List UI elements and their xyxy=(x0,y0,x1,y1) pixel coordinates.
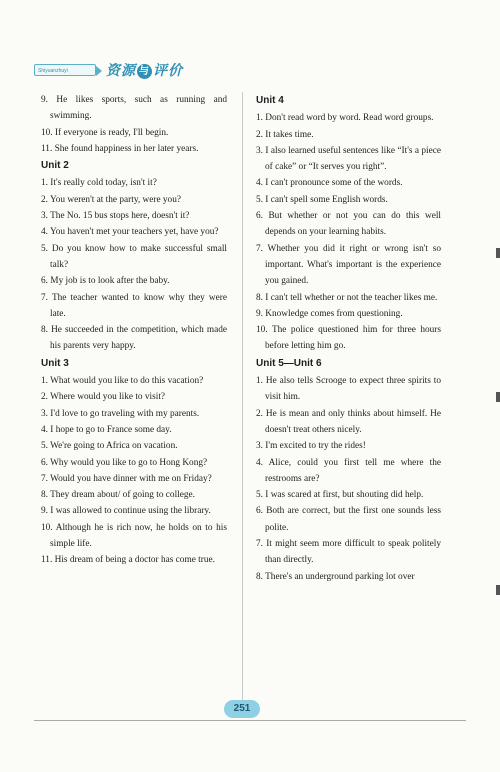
list-item: 4. I hope to go to France some day. xyxy=(41,424,172,435)
title-left: 资源 xyxy=(106,63,136,79)
list-item: 7. Would you have dinner with me on Friday? xyxy=(41,473,212,484)
list-item: 5. Do you know how to make successful small talk? xyxy=(41,243,227,270)
list-item: 9. I was allowed to continue using the library. xyxy=(41,506,211,517)
section-heading: Unit 2 xyxy=(41,160,69,172)
list-item: 7. It might seem more difficult to speak politely than directly. xyxy=(256,539,441,566)
page-header xyxy=(34,58,194,82)
list-item: 11. His dream of being a doctor has come true. xyxy=(41,555,215,566)
list-item: 6. But whether or not you can do this well depends on your learning habits. xyxy=(256,211,441,238)
list-item: 4. You haven't met your teachers yet, have you? xyxy=(41,227,219,238)
list-item: 5. I was scared at first, but shouting did help. xyxy=(256,490,424,501)
list-item: 9. Knowledge comes from questioning. xyxy=(256,308,403,319)
list-item: 2. He is mean and only thinks about himself. He doesn't treat others nicely. xyxy=(256,408,441,435)
list-item: 1. What would you like to do this vacation? xyxy=(41,376,204,387)
list-item: 2. You weren't at the party, were you? xyxy=(41,194,181,205)
list-item: 6. My job is to look after the baby. xyxy=(41,276,170,287)
list-item: 4. Alice, could you first tell me where the restrooms are? xyxy=(256,457,441,484)
list-item: 5. We're going to Africa on vacation. xyxy=(41,441,178,452)
arrow-icon xyxy=(96,66,102,76)
footer-line xyxy=(34,720,466,721)
list-item: 10. If everyone is ready, I'll begin. xyxy=(41,127,169,138)
list-item: 10. Although he is rich now, he holds on to his simple life. xyxy=(41,522,227,550)
list-item: 11. She found happiness in her later years. xyxy=(41,143,199,154)
list-item: 8. They dream about/ of going to college. xyxy=(41,490,195,501)
list-item: 1. He also tells Scrooge to expect three spirits to visit him. xyxy=(256,376,441,403)
list-item: 3. I'm excited to try the rides! xyxy=(256,441,366,452)
list-item: 7. The teacher wanted to know why they were late. xyxy=(41,292,227,319)
title-mid: 与 xyxy=(139,66,150,77)
column-divider xyxy=(242,92,243,702)
header-bar: Shiyuanzhuyi xyxy=(34,64,96,76)
list-item: 2. Where would you like to visit? xyxy=(41,392,166,403)
list-item: 3. I also learned useful sentences like “It's a piece of cake” or “It serves you right”. xyxy=(256,145,441,173)
section-heading: Unit 3 xyxy=(41,357,69,369)
page-edge-mark xyxy=(496,248,500,258)
page-edge-mark xyxy=(496,585,500,595)
list-item: 8. There's an underground parking lot over xyxy=(256,571,415,582)
section-heading: Unit 5—Unit 6 xyxy=(256,357,322,369)
left-column xyxy=(41,92,227,569)
list-item: 10. The police questioned him for three hours before letting him go. xyxy=(256,325,441,352)
list-item: 1. Don't read word by word. Read word groups. xyxy=(256,113,434,124)
list-item: 9. He likes sports, such as running and swimming. xyxy=(41,95,227,122)
list-item: 6. Both are correct, but the first one sounds less polite. xyxy=(256,506,441,533)
list-item: 1. It's really cold today, isn't it? xyxy=(41,178,157,189)
header-title xyxy=(106,60,183,80)
list-item: 3. I'd love to go traveling with my parents. xyxy=(41,408,200,419)
right-column xyxy=(256,92,441,585)
list-item: 4. I can't pronounce some of the words. xyxy=(256,178,403,189)
list-item: 3. The No. 15 bus stops here, doesn't it? xyxy=(41,211,190,222)
list-item: 2. It takes time. xyxy=(256,129,314,140)
page-number: 251 xyxy=(224,700,260,718)
list-item: 8. He succeeded in the competition, which made his parents very happy. xyxy=(41,325,227,352)
list-item: 7. Whether you did it right or wrong isn't so important. What's important is the experience you gained. xyxy=(256,243,441,287)
list-item: 5. I can't spell some English words. xyxy=(256,194,388,205)
page-edge-mark xyxy=(496,392,500,402)
list-item: 8. I can't tell whether or not the teacher likes me. xyxy=(256,292,438,303)
title-right: 评价 xyxy=(153,63,183,79)
section-heading: Unit 4 xyxy=(256,95,284,106)
list-item: 6. Why would you like to go to Hong Kong? xyxy=(41,457,208,468)
